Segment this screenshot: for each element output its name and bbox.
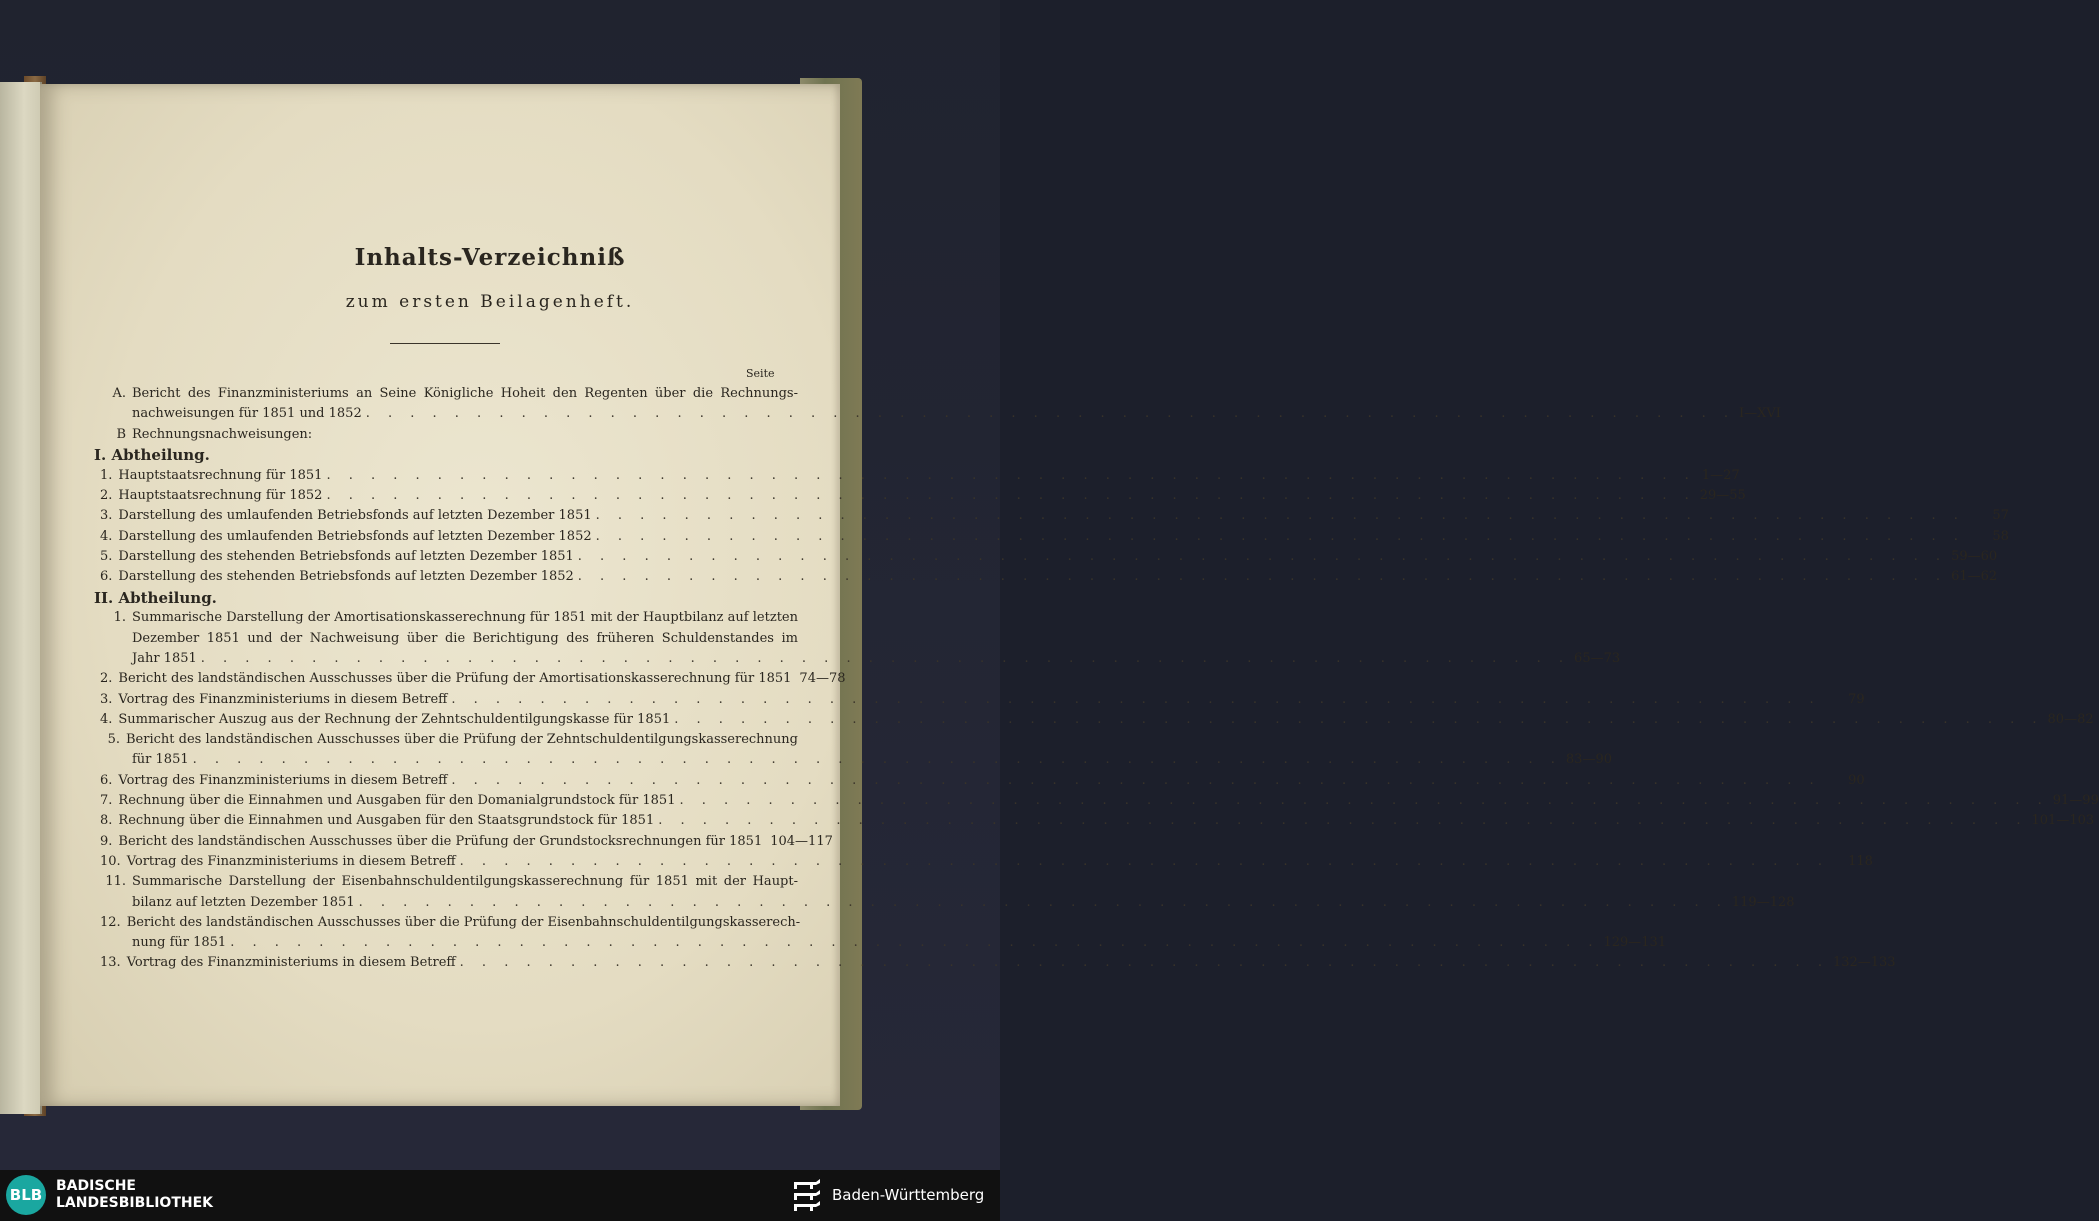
toc-row bbox=[100, 953, 1896, 973]
left-page-edge bbox=[0, 82, 42, 1114]
leader-dots: . . . . . . . . . . . . . . . . . . . . . . . . . . . . . . . . . . . . . . . . . . . . . . . . . . . . . . . . . . . . . . bbox=[595, 528, 1965, 544]
entry-text: Bericht des landständischen Ausschusses über die Prüfung der Amortisationskasserechnung für 1851 bbox=[118, 671, 792, 687]
document-page bbox=[40, 84, 2099, 1106]
entry-pages: 61—62 bbox=[1951, 569, 1998, 585]
entry-text: Bericht des Finanzministeriums an Seine Königliche Hoheit den Regenten über die Rechnungs- bbox=[132, 386, 798, 401]
entry-text: Darstellung des umlaufenden Betriebsfonds auf letzten Dezember 1852 bbox=[118, 528, 592, 544]
entry-number: 3. bbox=[100, 508, 113, 524]
entry-pages: 29—55 bbox=[1699, 488, 1746, 503]
section-heading: II. Abtheilung. bbox=[94, 588, 217, 607]
leader-dots: . . . . . . . . . . . . . . . . . . . . . . . . . . . . . . . . . . . . . . . . . . . . . . . . . . . . . . . . . . . . . . bbox=[192, 752, 1562, 768]
title-rule bbox=[390, 343, 500, 344]
leader-dots: . . . . . . . . . . . . . . . . . . . . . . . . . . . . . . . . . . . . . . . . . . . . . . . . . . . . . . . . . . . . . . bbox=[577, 569, 1948, 585]
toc-row bbox=[100, 567, 1998, 587]
leader-dots: . . . . . . . . . . . . . . . . . . . . . . . . . . . . . . . . . . . . . . . . . . . . . . . . . . . . . . . . . . . . . . bbox=[459, 853, 1829, 869]
entry-text: Vortrag des Finanzministeriums in diesem Betreff bbox=[118, 691, 448, 707]
leader-dots: . . . . . . . . . . . . . . . . . . . . . . . . . . . . . . . . . . . . . . . . . . . . . . . . . . . . . . . . . . . . . . bbox=[577, 548, 1948, 564]
toc-row bbox=[132, 750, 1612, 770]
blb-logo[interactable]: BLB bbox=[6, 1175, 46, 1215]
entry-text: Darstellung des stehenden Betriebsfonds auf letzten Dezember 1851 bbox=[118, 548, 574, 564]
entry-number: 8. bbox=[100, 813, 113, 829]
entry-number: 5. bbox=[107, 732, 120, 748]
toc-row bbox=[100, 913, 801, 933]
page-column-label: Seite bbox=[746, 367, 775, 380]
toc-row bbox=[100, 384, 798, 404]
toc-row bbox=[100, 547, 1998, 567]
leader-dots: . . . . . . . . . . . . . . . . . . . . . . . . . . . . . . . . . . . . . . . . . . . . . . . . . . . . . . . . . . . . . . bbox=[658, 813, 2028, 829]
entry-text: Summarischer Auszug aus der Rechnung der Zehntschuldentilgungskasse für 1851 bbox=[118, 711, 671, 727]
entry-pages: 59—60 bbox=[1951, 548, 1998, 564]
entry-text: Summarische Darstellung der Amortisationskasserechnung für 1851 mit der Hauptbilanz auf letzten bbox=[132, 610, 798, 626]
entry-pages: 90 bbox=[1848, 772, 1865, 788]
entry-text: Hauptstaatsrechnung für 1851 bbox=[118, 467, 323, 483]
entry-text: Bericht des landständischen Ausschusses über die Prüfung der Grundstocksrechnungen für 1851 bbox=[118, 833, 763, 849]
leader-dots: . . . . . . . . . . . . . . . . . . . . . . . . . . . . . . . . . . . . . . . . . . . . . . . . . . . . . . . . . . . . . . bbox=[230, 935, 1600, 951]
entry-pages: 129—131 bbox=[1603, 935, 1667, 951]
entry-pages: 1—27 bbox=[1701, 467, 1740, 483]
entry-text: Rechnungsnachweisungen: bbox=[132, 426, 313, 442]
entry-pages: 119—128 bbox=[1731, 894, 1795, 910]
toc-row bbox=[100, 690, 1865, 710]
entry-pages: 79 bbox=[1848, 691, 1865, 707]
leader-dots: . . . . . . . . . . . . . . . . . . . . . . . . . . . . . . . . . . . . . . . . . . . . . . . . . . . . . . . . . . . . . . bbox=[365, 406, 1736, 422]
entry-text: Bericht des landständischen Ausschusses über die Prüfung der Eisenbahnschuldentilgungskasserech- bbox=[126, 914, 801, 930]
page-subtitle: zum ersten Beilagenheft. bbox=[345, 292, 635, 312]
toc-row bbox=[132, 933, 1667, 953]
entry-text: Vortrag des Finanzministeriums in diesem Betreff bbox=[126, 853, 456, 869]
toc-row bbox=[100, 669, 846, 689]
entry-number: B bbox=[116, 426, 126, 442]
toc-row bbox=[100, 710, 2094, 730]
toc-row bbox=[132, 893, 1795, 913]
entry-pages: 58 bbox=[1992, 528, 2009, 544]
library-name-line1: BADISCHE bbox=[56, 1178, 136, 1194]
leader-dots: . . . . . . . . . . . . . . . . . . . . . . . . . . . . . . . . . . . . . . . . . . . . . . . . . . . . . . . . . . . . . . bbox=[326, 467, 1696, 483]
entry-text: nachweisungen für 1851 und 1852 bbox=[132, 406, 362, 422]
entry-text: Vortrag des Finanzministeriums in diesem Betreff bbox=[126, 955, 456, 971]
entry-pages: 118 bbox=[1848, 853, 1873, 869]
entry-pages: I—XVI bbox=[1739, 406, 1781, 422]
leader-dots: . . . . . . . . . . . . . . . . . . . . . . . . . . . . . . . . . . . . . . . . . . . . . . . . . . . . . . . . . . . . . . bbox=[326, 488, 1696, 503]
entry-pages: 74—78 bbox=[799, 671, 846, 687]
leader-dots: . . . . . . . . . . . . . . . . . . . . . . . . . . . . . . . . . . . . . . . . . . . . . . . . . . . . . . . . . . . . . . bbox=[595, 508, 1965, 524]
entry-text: Darstellung des stehenden Betriebsfonds auf letzten Dezember 1852 bbox=[118, 569, 574, 585]
entry-pages: 104—117 bbox=[770, 833, 833, 849]
entry-number: 2. bbox=[100, 671, 113, 687]
entry-text: nung für 1851 bbox=[132, 935, 227, 951]
entry-pages: 57 bbox=[1992, 508, 2009, 524]
leader-dots: . . . . . . . . . . . . . . . . . . . . . . . . . . . . . . . . . . . . . . . . . . . . . . . . . . . . . . . . . . . . . . bbox=[358, 894, 1728, 910]
entry-number: 5. bbox=[100, 548, 113, 564]
toc-row bbox=[100, 791, 2099, 811]
entry-text: Darstellung des umlaufenden Betriebsfonds auf letzten Dezember 1851 bbox=[118, 508, 592, 524]
entry-number: 1. bbox=[113, 610, 126, 626]
toc-row bbox=[100, 872, 798, 892]
entry-text: Bericht des landständischen Ausschusses über die Prüfung der Zehntschuldentilgungskasserechnung bbox=[126, 732, 798, 748]
state-name[interactable]: Baden-Württemberg bbox=[832, 1186, 985, 1204]
entry-pages: 101—103 bbox=[2031, 813, 2095, 829]
entry-number: 13. bbox=[100, 955, 121, 971]
toc-row bbox=[100, 852, 1873, 872]
entry-text: Vortrag des Finanzministeriums in diesem Betreff bbox=[118, 772, 448, 788]
toc-row bbox=[132, 629, 798, 649]
entry-number: 12. bbox=[100, 914, 121, 930]
toc-row bbox=[100, 730, 798, 750]
toc-row bbox=[100, 466, 1740, 486]
entry-text: Dezember 1851 und der Nachweisung über die Berichtigung des früheren Schuldenstandes im bbox=[132, 630, 798, 646]
entry-text: bilanz auf letzten Dezember 1851 bbox=[132, 894, 355, 910]
entry-text: Summarische Darstellung der Eisenbahnschuldentilgungskasserechnung für 1851 mit der Haupt- bbox=[132, 874, 798, 890]
entry-text: Rechnung über die Einnahmen und Ausgaben für den Staatsgrundstock für 1851 bbox=[118, 813, 655, 829]
entry-number: 4. bbox=[100, 528, 113, 544]
leader-dots: . . . . . . . . . . . . . . . . . . . . . . . . . . . . . . . . . . . . . . . . . . . . . . . . . . . . . . . . . . . . . . bbox=[674, 711, 2044, 727]
entry-number: 6. bbox=[100, 569, 113, 585]
toc-row bbox=[100, 771, 1865, 791]
library-name-line2: LANDESBIBLIOTHEK bbox=[56, 1195, 214, 1211]
toc-row bbox=[100, 425, 798, 445]
entry-text: für 1851 bbox=[132, 752, 189, 768]
entry-pages: 65—73 bbox=[1574, 650, 1621, 666]
entry-pages: 91—99 bbox=[2052, 793, 2099, 808]
entry-number: 7. bbox=[100, 793, 113, 808]
leader-dots: . . . . . . . . . . . . . . . . . . . . . . . . . . . . . . . . . . . . . . . . . . . . . . . . . . . . . . . . . . . . . . bbox=[451, 772, 1821, 788]
entry-text: Rechnung über die Einnahmen und Ausgaben für den Domanialgrundstock für 1851 bbox=[118, 793, 676, 808]
entry-number: 10. bbox=[100, 853, 121, 869]
footer-bar bbox=[0, 1170, 1000, 1221]
toc-row bbox=[132, 649, 1621, 669]
entry-number: 9. bbox=[100, 833, 113, 849]
library-name[interactable] bbox=[56, 1178, 213, 1212]
entry-pages: 80—82 bbox=[2047, 711, 2094, 727]
leader-dots: . . . . . . . . . . . . . . . . . . . . . . . . . . . . . . . . . . . . . . . . . . . . . . . . . . . . . . . . . . . . . . bbox=[679, 793, 2049, 808]
entry-number: 6. bbox=[100, 772, 113, 788]
entry-pages: 132—133 bbox=[1832, 955, 1896, 971]
toc-row bbox=[100, 527, 2009, 547]
entry-number: 2. bbox=[100, 488, 113, 503]
section-heading: I. Abtheilung. bbox=[94, 445, 210, 464]
entry-text: Jahr 1851 bbox=[132, 650, 197, 666]
entry-pages: 83—90 bbox=[1565, 752, 1612, 768]
toc-row bbox=[100, 608, 798, 628]
leader-dots: . . . . . . . . . . . . . . . . . . . . . . . . . . . . . . . . . . . . . . . . . . . . . . . . . . . . . . . . . . . . . . bbox=[459, 955, 1829, 971]
leader-dots: . . . . . . . . . . . . . . . . . . . . . . . . . . . . . . . . . . . . . . . . . . . . . . . . . . . . . . . . . . . . . . bbox=[451, 691, 1821, 707]
entry-number: 4. bbox=[100, 711, 113, 727]
toc-row bbox=[100, 811, 2095, 831]
entry-number: 11. bbox=[105, 874, 126, 890]
entry-number: 1. bbox=[100, 467, 113, 483]
entry-number: 3. bbox=[100, 691, 113, 707]
entry-text: Hauptstaatsrechnung für 1852 bbox=[118, 488, 323, 503]
lions-emblem-icon bbox=[790, 1176, 824, 1214]
toc-row bbox=[100, 832, 833, 852]
toc-row bbox=[100, 486, 1746, 506]
page-title: Inhalts-Verzeichniß bbox=[354, 244, 626, 271]
toc-row bbox=[132, 404, 1781, 424]
leader-dots: . . . . . . . . . . . . . . . . . . . . . . . . . . . . . . . . . . . . . . . . . . . . . . . . . . . . . . . . . . . . . . bbox=[200, 650, 1571, 666]
entry-number: A. bbox=[112, 386, 126, 401]
toc-row bbox=[100, 506, 2009, 526]
